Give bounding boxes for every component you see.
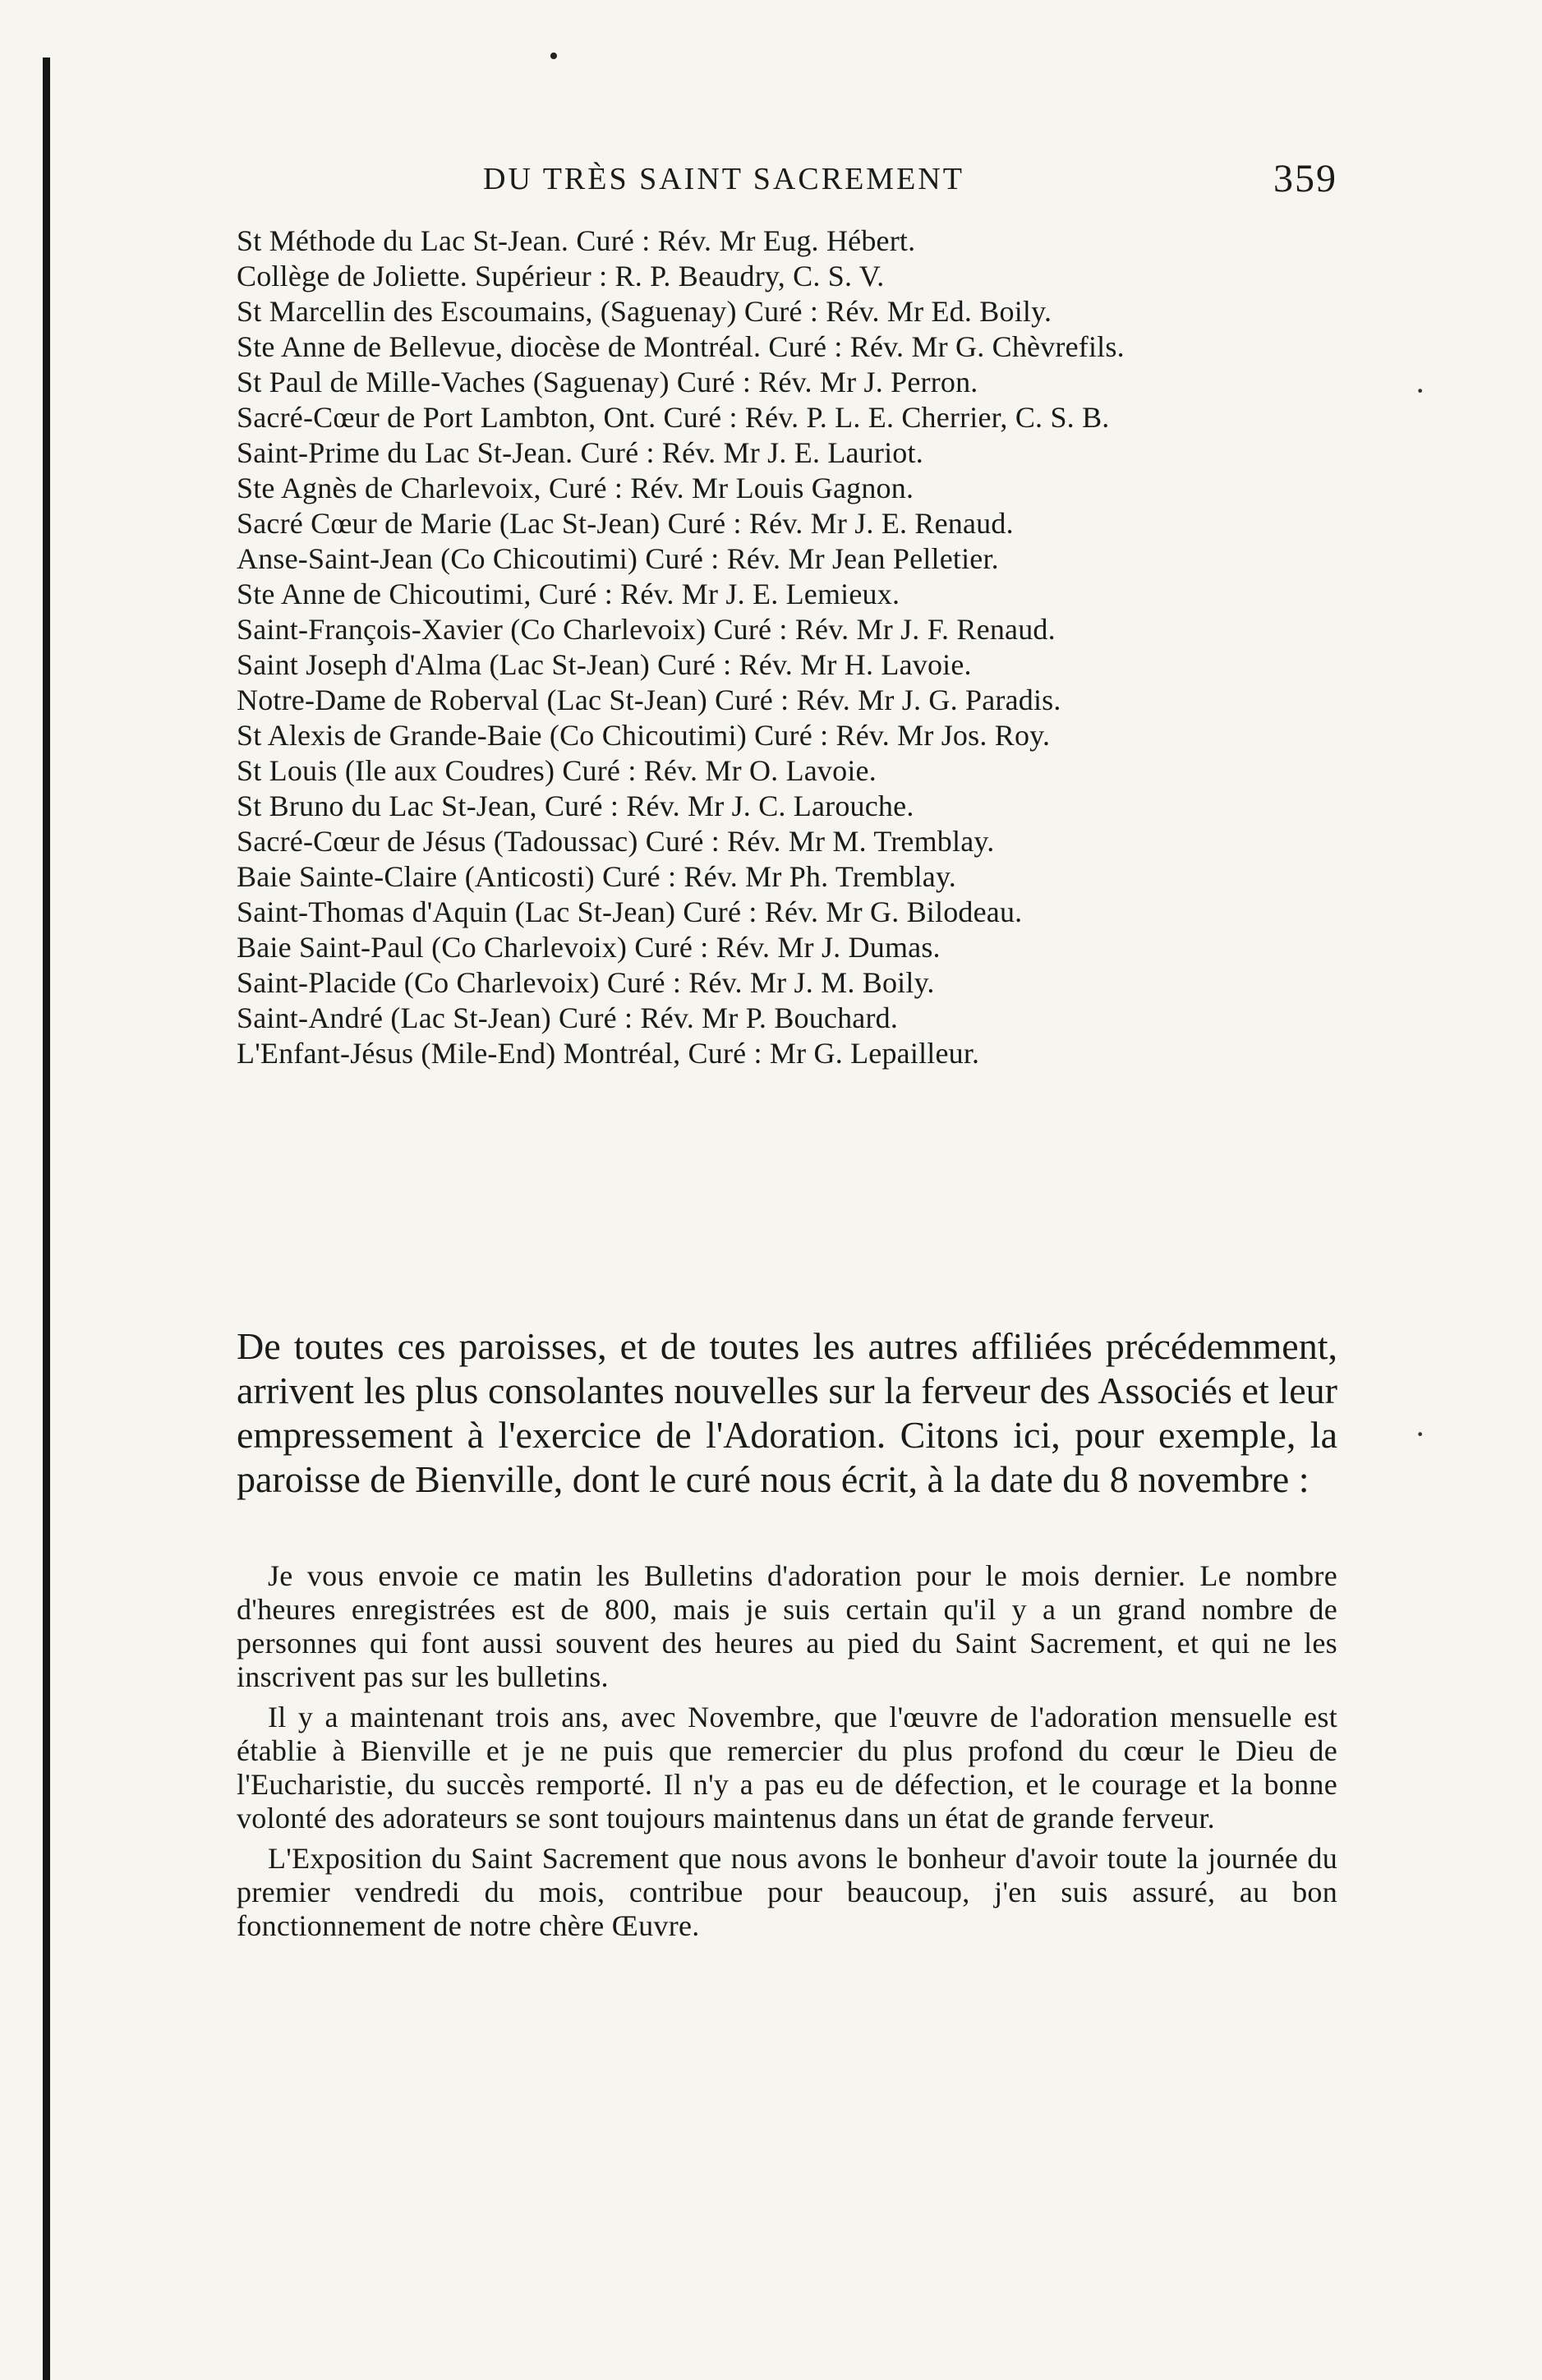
parish-entry: Sacré-Cœur de Jésus (Tadoussac) Curé : Rév. Mr M. Tremblay. bbox=[237, 825, 995, 858]
ink-speck: • bbox=[549, 41, 559, 71]
parish-entry: Saint-André (Lac St-Jean) Curé : Rév. Mr P. Bouchard. bbox=[237, 1001, 899, 1034]
parish-list bbox=[237, 223, 1337, 1071]
running-title: DU TRÈS SAINT SACREMENT bbox=[483, 162, 964, 196]
margin-mark: · bbox=[1415, 372, 1426, 409]
parish-entry: Baie Sainte-Claire (Anticosti) Curé : Rév. Mr Ph. Tremblay. bbox=[237, 860, 957, 893]
parish-entry: Saint-Prime du Lac St-Jean. Curé : Rév. Mr J. E. Lauriot. bbox=[237, 436, 923, 469]
parish-entry: L'Enfant-Jésus (Mile-End) Montréal, Curé : Mr G. Lepailleur. bbox=[237, 1037, 980, 1070]
parish-entry: Sacré-Cœur de Port Lambton, Ont. Curé : Rév. P. L. E. Cherrier, C. S. B. bbox=[237, 401, 1110, 434]
parish-entry: St Paul de Mille-Vaches (Saguenay) Curé : Rév. Mr J. Perron. bbox=[237, 366, 978, 398]
parish-entry: St Méthode du Lac St-Jean. Curé : Rév. Mr Eug. Hébert. bbox=[237, 224, 916, 257]
parish-entry: Saint-François-Xavier (Co Charlevoix) Curé : Rév. Mr J. F. Renaud. bbox=[237, 613, 1056, 646]
letter-paragraph: Il y a maintenant trois ans, avec Novembre, que l'œuvre de l'adoration mensuelle est établie à Bienville et je ne puis que remercier du plus profond du cœur le Dieu de l'Eucharistie, du succès remporté. Il n'y a pas eu de défection, et le courage et la bonne volonté des adorateurs se sont toujours maintenus dans un état de grande ferveur. bbox=[237, 1701, 1337, 1834]
parish-entry: St Marcellin des Escoumains, (Saguenay) Curé : Rév. Mr Ed. Boily. bbox=[237, 295, 1052, 328]
parish-entry: Collège de Joliette. Supérieur : R. P. Beaudry, C. S. V. bbox=[237, 260, 885, 292]
parish-entry: Ste Anne de Bellevue, diocèse de Montréal. Curé : Rév. Mr G. Chèvrefils. bbox=[237, 330, 1125, 363]
parish-entry: Saint Joseph d'Alma (Lac St-Jean) Curé : Rév. Mr H. Lavoie. bbox=[237, 648, 972, 681]
parish-entry: Sacré Cœur de Marie (Lac St-Jean) Curé : Rév. Mr J. E. Renaud. bbox=[237, 507, 1014, 540]
parish-entry: Saint-Thomas d'Aquin (Lac St-Jean) Curé : Rév. Mr G. Bilodeau. bbox=[237, 895, 1023, 928]
parish-entry: St Louis (Ile aux Coudres) Curé : Rév. Mr O. Lavoie. bbox=[237, 754, 877, 787]
parish-entry: Ste Anne de Chicoutimi, Curé : Rév. Mr J. E. Lemieux. bbox=[237, 578, 900, 610]
parish-entry: St Bruno du Lac St-Jean, Curé : Rév. Mr J. C. Larouche. bbox=[237, 789, 914, 822]
binding-margin-rule bbox=[43, 58, 50, 2380]
quoted-letter bbox=[237, 1559, 1337, 1950]
letter-paragraph: Je vous envoie ce matin les Bulletins d'adoration pour le mois dernier. Le nombre d'heures enregistrées est de 800, mais je suis certain qu'il y a un grand nombre de personnes qui font aussi souvent des heures au pied du Saint Sacrement, et qui ne les inscrivent pas sur les bulletins. bbox=[237, 1559, 1337, 1693]
letter-paragraph: L'Exposition du Saint Sacrement que nous avons le bonheur d'avoir toute la journée du premier vendredi du mois, contribue pour beaucoup, j'en suis assuré, au bon fonctionnement de notre chère Œuvre. bbox=[237, 1842, 1337, 1942]
page-number: 359 bbox=[1273, 157, 1337, 200]
parish-entry: Anse-Saint-Jean (Co Chicoutimi) Curé : Rév. Mr Jean Pelletier. bbox=[237, 542, 999, 575]
parish-entry: Baie Saint-Paul (Co Charlevoix) Curé : Rév. Mr J. Dumas. bbox=[237, 931, 941, 964]
page-header bbox=[237, 157, 1337, 210]
parish-entry: Ste Agnès de Charlevoix, Curé : Rév. Mr Louis Gagnon. bbox=[237, 472, 914, 504]
parish-entry: St Alexis de Grande-Baie (Co Chicoutimi) Curé : Rév. Mr Jos. Roy. bbox=[237, 719, 1051, 752]
parish-entry: Notre-Dame de Roberval (Lac St-Jean) Curé : Rév. Mr J. G. Paradis. bbox=[237, 684, 1061, 716]
parish-entry: Saint-Placide (Co Charlevoix) Curé : Rév. Mr J. M. Boily. bbox=[237, 966, 935, 999]
margin-mark: · bbox=[1415, 1416, 1426, 1452]
narrative-paragraph: De toutes ces paroisses, et de toutes les autres affiliées précédemment, arrivent les plus consolantes nouvelles sur la ferveur des Associés et leur empressement à l'exercice de l'Adoration. Citons ici, pour exemple, la paroisse de Bienville, dont le curé nous écrit, à la date du 8 novembre : bbox=[237, 1325, 1337, 1500]
